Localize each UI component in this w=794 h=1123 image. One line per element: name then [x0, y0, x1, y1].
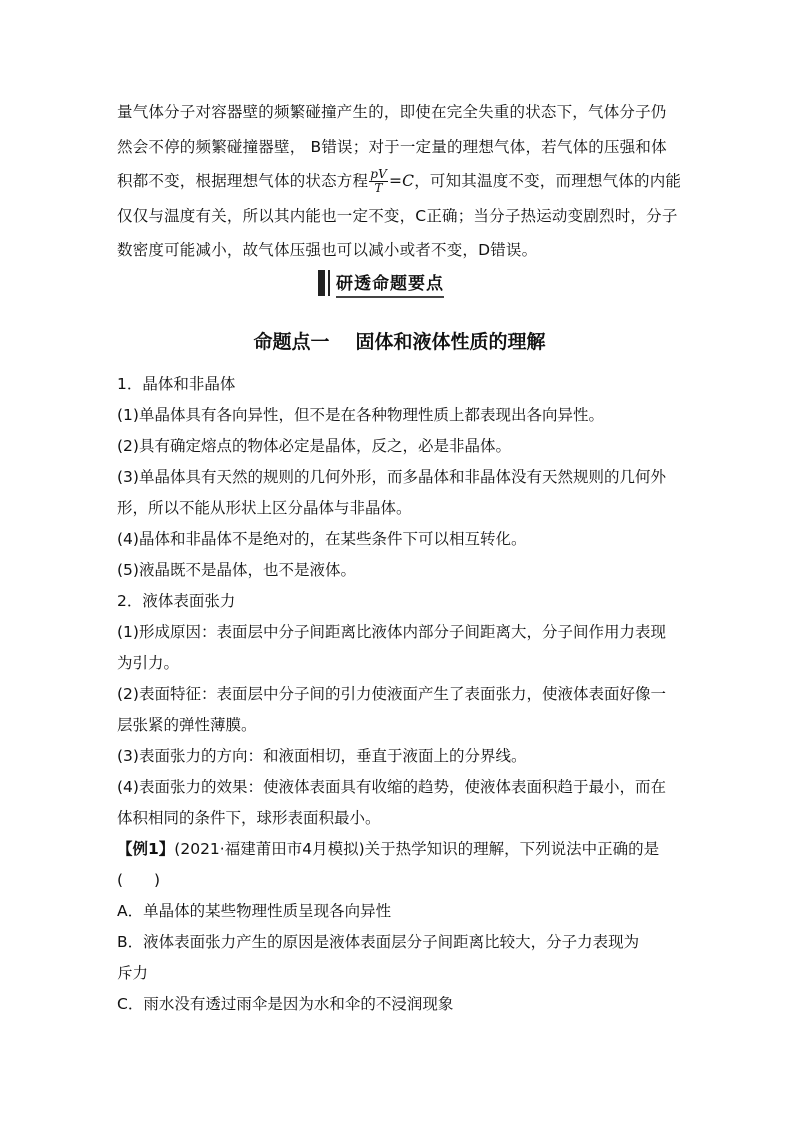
- text-line: (3)表面张力的方向：和液面相切，垂直于液面上的分界线。: [117, 747, 527, 765]
- text-line: (2)具有确定熔点的物体必定是晶体，反之，必是非晶体。: [117, 437, 511, 455]
- option-b: B．液体表面张力产生的原因是液体表面层分子间距离比较大，分子力表现为: [117, 933, 640, 951]
- text-line: 为引力。: [117, 654, 180, 672]
- text-line: 层张紧的弹性薄膜。: [117, 716, 257, 734]
- option-c: C．雨水没有透过雨伞是因为水和伞的不浸润现象: [117, 995, 454, 1013]
- heading-number: 命题点一: [253, 331, 330, 353]
- example-question: [117, 839, 687, 859]
- text-line: (1)单晶体具有各向异性，但不是在各种物理性质上都表现出各向异性。: [117, 406, 604, 424]
- subheading-crystal: 1．晶体和非晶体: [117, 375, 236, 393]
- text-line: (4)晶体和非晶体不是绝对的，在某些条件下可以相互转化。: [117, 530, 527, 548]
- text-line: 体积相同的条件下，球形表面积最小。: [117, 809, 381, 827]
- example-source: (2021·福建莆田市4月模拟): [174, 840, 365, 858]
- intro-paragraph: [117, 95, 682, 268]
- text-line: (2)表面特征：表面层中分子间的引力使液面产生了表面张力，使液体表面好像一: [117, 685, 666, 703]
- text-line: (3)单晶体具有天然的规则的几何外形，而多晶体和非晶体没有天然规则的几何外: [117, 468, 666, 486]
- example-tag: 【例1】: [117, 840, 175, 858]
- banner-bar-icon: [318, 270, 325, 296]
- equation-rhs: =C: [388, 172, 415, 190]
- intro-text-1: 量气体分子对容器壁的频繁碰撞产生的，即使在完全失重的状态下，气体分子仍然会不停的频繁碰撞器壁， B错误；对于一定量的理想气体，若气体的压强和体积都不变，根据理想气体的状态方程: [117, 103, 667, 190]
- text-line: (1)形成原因：表面层中分子间距离比液体内部分子间距离大，分子间作用力表现: [117, 623, 666, 641]
- subheading-surface-tension: 2．液体表面张力: [117, 592, 236, 610]
- section-heading: [117, 327, 682, 357]
- intro-text-2: ，可知其温度不变，而理想气体的内能仅仅与温度有关，所以其内能也一定不变，C正确；当分子热运动变剧烈时，分子数密度可能减小，故气体压强也可以减小或者不变，D错误。: [117, 172, 682, 259]
- fraction-numerator: pV: [370, 167, 387, 181]
- text-line: (4)表面张力的效果：使液体表面具有收缩的趋势，使液体表面积趋于最小，而在: [117, 778, 666, 796]
- text-line: (5)液晶既不是晶体，也不是液体。: [117, 561, 356, 579]
- banner-label: 研透命题要点: [336, 269, 444, 298]
- banner-thin-bar-icon: [328, 270, 330, 296]
- heading-title: 固体和液体性质的理解: [355, 331, 546, 353]
- option-a: A．单晶体的某些物理性质呈现各向异性: [117, 902, 392, 920]
- section-banner: [318, 269, 476, 297]
- option-b-continued: 斥力: [117, 964, 149, 982]
- example-question-text: 关于热学知识的理解，下列说法中正确的是: [364, 840, 660, 858]
- state-equation-fraction: [369, 168, 388, 195]
- answer-blank: ( ): [117, 871, 161, 889]
- fraction-denominator: T: [374, 181, 383, 195]
- text-line: 形，所以不能从形状上区分晶体与非晶体。: [117, 499, 412, 517]
